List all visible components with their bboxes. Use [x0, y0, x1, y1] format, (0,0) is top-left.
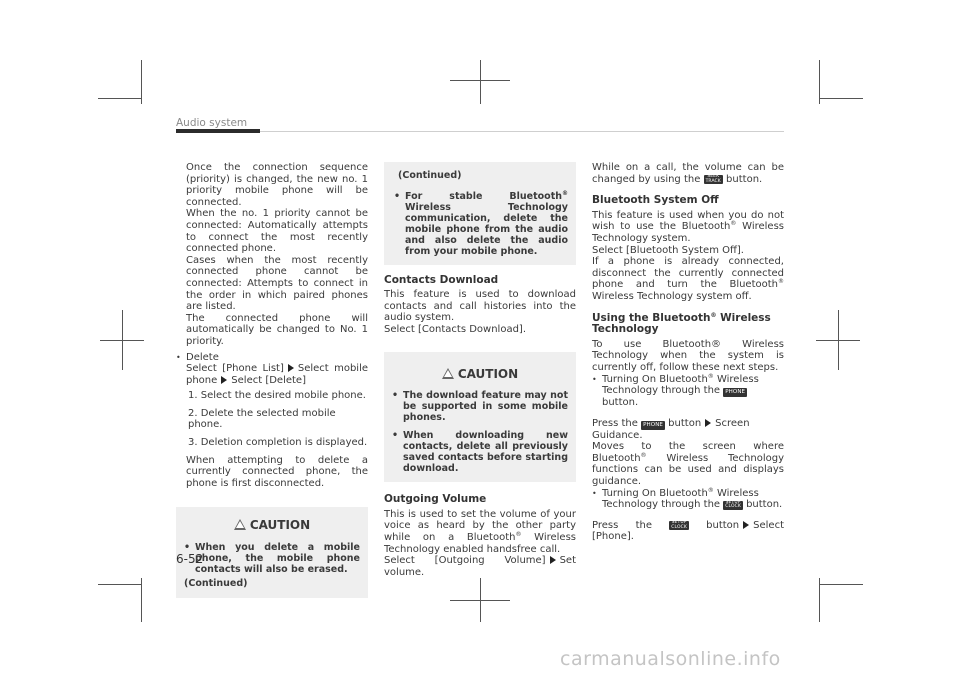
paragraph: This feature is used to download contacts and call histories into the audio system.: [384, 289, 576, 324]
paragraph: The connected phone will automatically be changed to No. 1 priority.: [186, 312, 368, 347]
column-1: [176, 162, 368, 598]
caution-item: • The download feature may not be supported in some mobile phones.: [392, 390, 568, 423]
warning-icon: [442, 368, 454, 379]
bullet-item: • Turning On Bluetooth® Wireless Technology through the PHONE button.: [592, 374, 784, 409]
caution-item: • When you delete a mobile phone, the mobile phone contacts will also be erased.: [184, 542, 360, 575]
arrow-icon: [550, 556, 556, 564]
paragraph: Moves to the screen where Bluetooth® Wireless Technology functions can be used and displays guidance.: [592, 441, 784, 488]
paragraph: Select [Bluetooth System Off].: [592, 244, 744, 256]
phone-button-icon: PHONE: [643, 421, 663, 428]
step-item: 3. Deletion completion is displayed.: [188, 437, 368, 449]
arrow-icon: [221, 376, 227, 384]
heading-outgoing: Outgoing Volume: [384, 493, 487, 506]
paragraph: Once the connection sequence (priority) is changed, the new no. 1 priority mobile phone will be connected.: [186, 162, 368, 208]
delete-path: Select [Phone List] Select mobile phone Select [Delete]: [186, 363, 368, 386]
paragraph: To use Bluetooth® Wireless Technology when the system is currently off, follow these next steps.: [592, 338, 784, 373]
arrow-icon: [743, 521, 749, 529]
heading-bt-off: Bluetooth System Off: [592, 194, 719, 207]
page-number: 6-52: [176, 552, 204, 566]
paragraph: While on a call, the volume can be changed by using the SEEK TRACK button.: [592, 162, 784, 185]
continued-label: (Continued): [398, 170, 462, 181]
paragraph: Cases when the most recently connected phone cannot be connected: Attempts to connect in the order in which paired phones are listed.: [186, 254, 368, 313]
column-2: [384, 162, 576, 578]
caution-heading: CAUTION: [392, 358, 568, 385]
caution-item: • When downloading new contacts, delete all previously saved contacts before starting download.: [392, 430, 568, 474]
phone-button-icon: PHONE: [725, 389, 746, 396]
paragraph: Press the SETUP CLOCK button Select [Phone].: [592, 519, 784, 543]
paragraph: This feature is used when you do not wish to use the Bluetooth® Wireless Technology system.: [592, 209, 784, 244]
caution-box: [384, 352, 576, 483]
header-bar: [176, 129, 260, 133]
paragraph: This is used to set the volume of your voice as heard by the other party while on a Bluetooth® Wireless Technology enabled handsfree call.: [384, 508, 576, 555]
bullet-delete: [176, 352, 368, 364]
watermark[interactable]: carmanualsonline.info: [560, 648, 781, 670]
continued-label: (Continued): [184, 578, 248, 590]
paragraph: Select [Contacts Download].: [384, 323, 527, 335]
caution-box: [176, 507, 368, 597]
paragraph: When the no. 1 priority cannot be connected: Automatically attempts to connect the most recently connected phone.: [186, 208, 368, 255]
seek-track-button-icon: SEEK TRACK: [705, 174, 721, 184]
column-3: [592, 162, 784, 543]
box-item: • For stable Bluetooth® Wireless Technology communication, delete the mobile phone from the audio and also delete the audio from your mobile phone.: [394, 191, 568, 257]
step-item: 1. Select the desired mobile phone.: [188, 390, 366, 402]
step-item: 2. Delete the selected mobile phone.: [188, 407, 336, 431]
heading-contacts: Contacts Download: [384, 273, 499, 286]
paragraph: When attempting to delete a currently connected phone, the phone is first disconnected.: [186, 454, 368, 489]
delete-title: Delete: [186, 351, 219, 363]
arrow-icon: [705, 419, 711, 427]
arrow-icon: [288, 364, 294, 372]
setup-clock-button-icon: SETUP CLOCK: [671, 520, 687, 530]
warning-icon: [234, 519, 246, 530]
paragraph: If a phone is already connected, disconnect the currently connected phone and turn the Bluetooth® Wireless Technology system off.: [592, 256, 784, 302]
caution-heading: CAUTION: [184, 513, 360, 536]
heading-using-bt: Using the Bluetooth® Wireless Technology: [592, 311, 771, 336]
header-rule: [260, 131, 784, 132]
outgoing-path: Select [Outgoing Volume] Set volume.: [384, 555, 576, 578]
setup-clock-button-icon: SETUP CLOCK: [725, 499, 741, 510]
bullet-item: • Turning On Bluetooth® Wireless Technology through the SETUP CLOCK button.: [592, 488, 784, 511]
section-header: Audio system: [176, 117, 248, 129]
continued-box: [384, 162, 576, 265]
paragraph: Press the PHONE button Screen Guidance.: [592, 417, 750, 441]
